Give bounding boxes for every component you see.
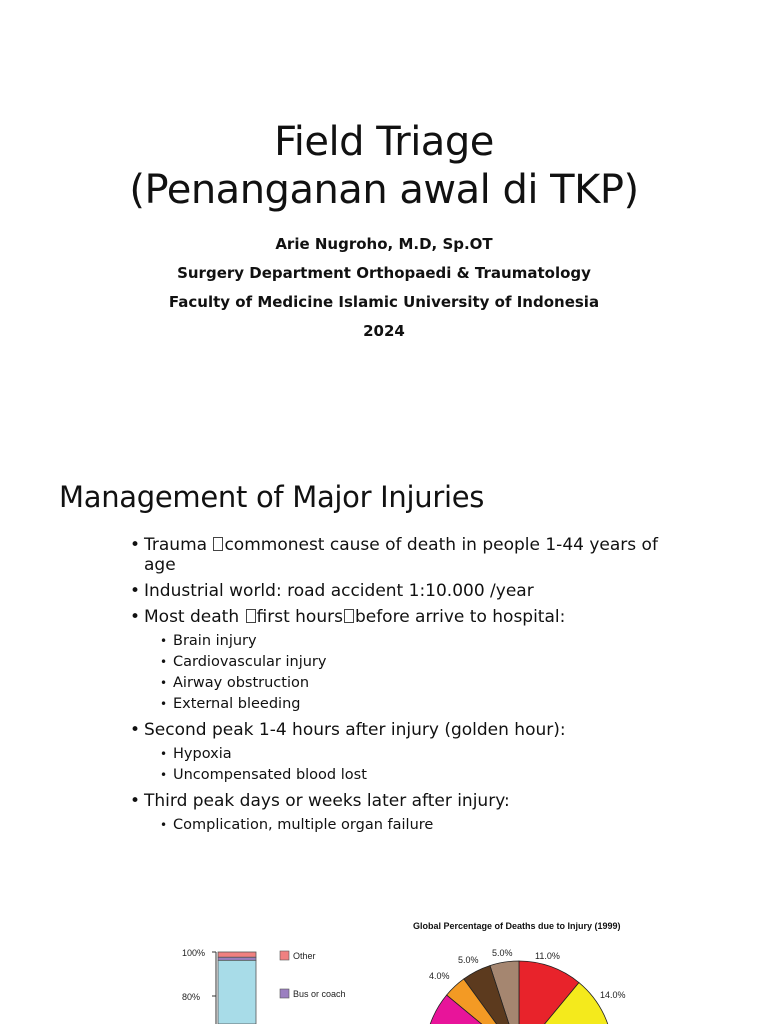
legend-label: Bus or coach xyxy=(293,989,346,999)
pie-slice-label: 5.0% xyxy=(492,948,513,958)
faculty-name: Faculty of Medicine Islamic University of Indonesia xyxy=(168,293,600,311)
sub-bullet: • External bleeding xyxy=(160,694,690,715)
pie-slice-label: 14.0% xyxy=(600,990,626,1000)
bullet-most-death: • Most death first hours before arrive to hospital: xyxy=(130,607,690,627)
sub-bullet: • Hypoxia xyxy=(160,744,690,765)
sub-bullet: • Cardiovascular injury xyxy=(160,652,690,673)
sub-list-second-peak xyxy=(130,744,690,786)
pie-slice-label: 4.0% xyxy=(429,971,450,981)
pie-chart xyxy=(400,915,660,1024)
slide1-subtitle-block xyxy=(0,230,768,346)
bullet-third-peak: • Third peak days or weeks later after injury: xyxy=(130,791,690,811)
title-line-1: Field Triage xyxy=(274,119,494,165)
bullet-industrial: • Industrial world: road accident 1:10.000 /year xyxy=(130,581,690,601)
missing-glyph-icon xyxy=(213,537,223,551)
legend-swatch xyxy=(280,951,289,960)
stacked-bar-chart xyxy=(150,940,380,1024)
slide2-title: Management of Major Injuries xyxy=(59,480,485,514)
pie-slice-label: 11.0% xyxy=(535,951,560,961)
bullet-list xyxy=(130,535,690,841)
missing-glyph-icon xyxy=(344,609,354,623)
legend-swatch xyxy=(280,989,289,998)
bullet-trauma: • Trauma commonest cause of death in people 1-44 years of age xyxy=(130,535,690,575)
slide1-title xyxy=(0,118,768,214)
department-name: Surgery Department Orthopaedi & Traumatology xyxy=(177,264,591,282)
sub-list-third-peak xyxy=(130,815,690,836)
y-tick-label: 80% xyxy=(182,992,201,1002)
pie-slice-label: 5.0% xyxy=(458,955,479,965)
y-tick-label: 100% xyxy=(182,948,206,958)
sub-bullet: • Complication, multiple organ failure xyxy=(160,815,690,836)
pie-svg xyxy=(400,915,660,1024)
legend-label: Other xyxy=(293,951,316,961)
sub-list-most-death xyxy=(130,631,690,715)
title-line-2: (Penanganan awal di TKP) xyxy=(129,167,639,213)
pie-chart-title: Global Percentage of Deaths due to Injury (1999) xyxy=(413,921,621,931)
bar-segment xyxy=(218,957,256,960)
stacked-bar-svg xyxy=(150,940,380,1024)
sub-bullet: • Brain injury xyxy=(160,631,690,652)
author-name: Arie Nugroho, M.D, Sp.OT xyxy=(275,235,493,253)
year-label: 2024 xyxy=(363,322,405,340)
missing-glyph-icon xyxy=(246,609,256,623)
sub-bullet: • Airway obstruction xyxy=(160,673,690,694)
bar-segment xyxy=(218,952,256,957)
bar-segment xyxy=(218,960,256,1024)
bullet-second-peak: • Second peak 1-4 hours after injury (golden hour): xyxy=(130,720,690,740)
sub-bullet: • Uncompensated blood lost xyxy=(160,765,690,786)
